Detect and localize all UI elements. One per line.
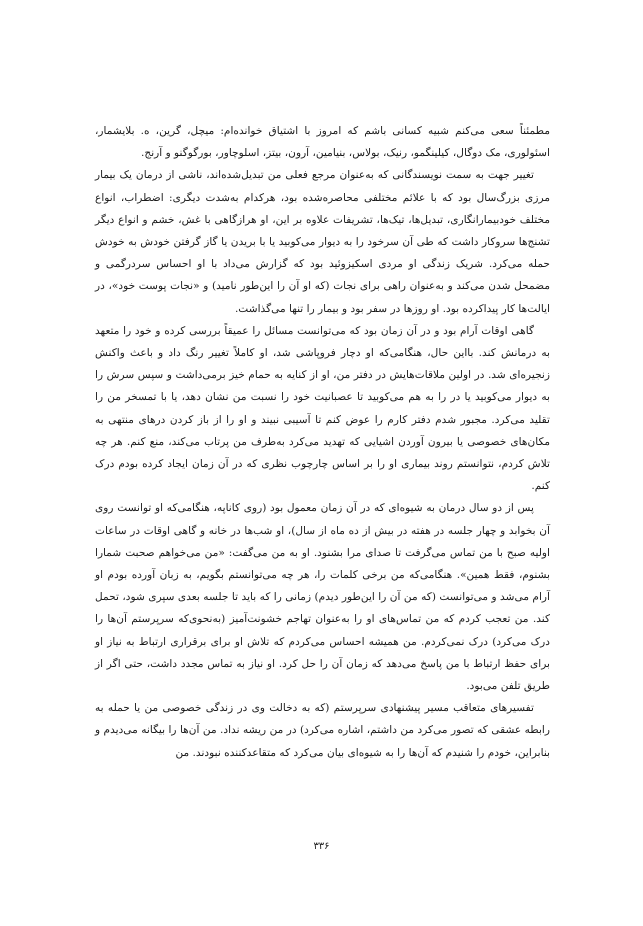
paragraph: تغییر جهت به سمت نویسندگانی که به‌عنوان مرجع فعلی من تبدیل‌شده‌اند، ناشی از درمان یک بیمار مرزی بزرگ‌سال بود که با علائم مختلفی محاصره‌شده بود، هرکدام به‌شدت دیگری: اضطراب، انواع مختلف خودبیمارانگاری، تبدیل‌ها، تیک‌ها، تشریفات علاوه بر این، او هرازگاهی با غش، خشم و انواع دیگر تشنج‌ها سروکار داشت که طی آن سرخود را به دیوار می‌کوبید یا با بریدن یا گاز گرفتن خودش به خودش حمله می‌کرد. شریک زندگی او مردی اسکیزوئید بود که گزارش می‌داد با او احساس سردرگمی و مضمحل شدن می‌کند و به‌عنوان راهی برای نجات (که او آن را این‌طور نامید) و «نجات پوست خود»، در ایالت‌ها کار پیداکرده بود. او روزها در سفر بود و بیمار را تنها می‌گذاشت. (95, 169, 550, 315)
paragraph: تفسیرهای متعاقب مسیر پیشنهادی سرپرستم (که به دخالت وی در زندگی خصوصی من یا حمله به رابطه عشقی که تصور می‌کرد من داشتم، اشاره می‌کرد) در من ریشه نداد. من آن‌ها را بیگانه می‌دیدم و بنابراین، خودم را شنیدم که آن‌ها را به شیوه‌ای بیان می‌کرد که متقاعدکننده نبودند. من (95, 702, 550, 759)
paragraph: پس از دو سال درمان به شیوه‌ای که در آن زمان معمول بود (روی کاناپه، هنگامی‌که او توانست روی آن بخوابد و چهار جلسه در هفته در بیش از ده ماه از سال)، او شب‌ها در خانه و گاهی اوقات در ساعات اولیه صبح با من تماس می‌گرفت تا صدای مرا بشنود. او به من می‌گفت: «من می‌خواهم صحبت شمارا بشنوم، فقط همین». هنگامی‌که من برخی کلمات را، هر چه می‌توانستم بگویم، به زبان آورده بودم او آرام می‌شد و می‌توانست (که من آن را این‌طور دیدم) زمانی را که باید تا جلسه بعدی سپری شود، تحمل کند. من تعجب کردم که من تماس‌های او را به‌عنوان تهاجم خشونت‌آمیز (به‌نحوی‌که سرپرستم آن‌ها را درک می‌کرد) درک نمی‌کردم. من همیشه احساس می‌کردم که تلاش او برای برقراری ارتباط به نیاز او برای حفظ ارتباط با من پاسخ می‌دهد که زمان آن را حل کرد. او نیاز به تماس مجدد داشت، حتی اگر از طریق تلفن می‌بود. (95, 502, 550, 693)
page-number: ۳۳۶ (313, 841, 330, 852)
paragraph: گاهی اوقات آرام بود و در آن زمان بود که می‌توانست مسائل را عمیقاً بررسی کرده و خود را متعهد به درمانش کند. بااین حال، هنگامی‌که او دچار فروپاشی شد، او کاملاً تغییر رنگ داد و باعث واکنش زنجیره‌ای شد. در اولین ملاقات‌هایش در دفتر من، او از کنایه به حمام خیز برمی‌داشت و سپس سرش را به دیوار می‌کوبید یا در را به هم می‌کوبید تا عصبانیت خود را نسبت من نشان دهد، یا با تمسخر من را تقلید می‌کرد. مجبور شدم دفتر کارم را عوض کنم تا آسیبی نبیند و او را از باز کردن درهای منتهی به مکان‌های خصوصی یا بیرون آوردن اشیایی که تهدید می‌کرد به‌طرف من پرتاب می‌کند، منع کنم. هر چه تلاش کردم، نتوانستم روند بیماری او را بر اساس چارچوب نظری که در آن زمان ایجاد کرده بودم درک کنم. (95, 324, 550, 493)
body-text (95, 120, 550, 764)
paragraph: مطمئناً سعی می‌کنم شبیه کسانی باشم که امروز با اشتیاق خوانده‌ام: میچل، گرین، ه. بلایشمار، اسئولوری، مک دوگال، کیلینگمو، رنیک، بولاس، بنیامین، آرون، بیتز، اسلوچاور، بورگوگنو و آرنج. (95, 125, 550, 160)
